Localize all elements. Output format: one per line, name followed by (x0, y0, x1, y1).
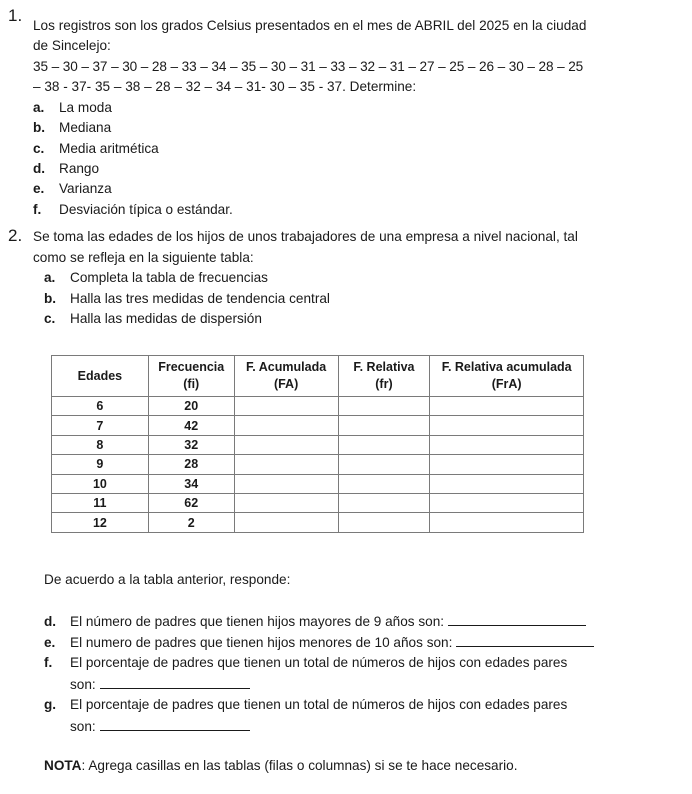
table-row: 10 34 (52, 474, 584, 493)
table-row: 7 42 (52, 416, 584, 435)
question-2-number: 2. (8, 226, 23, 245)
question-1-number: 1. (8, 6, 23, 25)
table-row: 9 28 (52, 455, 584, 474)
q1-item-b: b. Mediana (33, 120, 112, 135)
temperature-data-line-2: – 38 - 37- 35 – 38 – 28 – 32 – 34 – 31- 30 – 35 - 37. Determine: (33, 79, 417, 94)
question-1-line-2: de Sincelejo: (33, 38, 111, 53)
header-frecuencia: Frecuencia (fi) (148, 356, 234, 397)
question-f: f. El porcentaje de padres que tienen un total de números de hijos con edades pares (44, 655, 568, 670)
answer-blank-d[interactable] (448, 613, 586, 626)
q1-item-f: f. Desviación típica o estándar. (33, 202, 233, 217)
table-row: 8 32 (52, 435, 584, 454)
question-1-line-1: Los registros son los grados Celsius presentados en el mes de ABRIL del 2025 en la ciudad (33, 18, 587, 33)
q1-item-a: a. La moda (33, 100, 112, 115)
question-d: d. El número de padres que tienen hijos mayores de 9 años son: (44, 613, 586, 629)
frequency-table (51, 355, 584, 533)
table-row: 6 20 (52, 397, 584, 416)
q1-item-d: d. Rango (33, 161, 100, 176)
q1-item-e: e. Varianza (33, 181, 112, 196)
header-f-relativa-acumulada: F. Relativa acumulada (FrA) (430, 356, 584, 397)
question-g: g. El porcentaje de padres que tienen un total de números de hijos con edades pares (44, 697, 568, 712)
header-edades: Edades (52, 356, 149, 397)
question-f-line-2: son: (70, 676, 250, 692)
header-f-acumulada: F. Acumulada (FA) (234, 356, 338, 397)
answer-blank-f[interactable] (100, 676, 250, 689)
question-g-line-2: son: (70, 718, 250, 734)
answer-blank-e[interactable] (456, 634, 594, 647)
header-f-relativa: F. Relativa (fr) (338, 356, 430, 397)
question-2-line-2: como se refleja en la siguiente tabla: (33, 250, 254, 265)
question-e: e. El numero de padres que tienen hijos menores de 10 años son: (44, 634, 594, 650)
respond-intro: De acuerdo a la tabla anterior, responde: (44, 572, 291, 587)
table-row: 11 62 (52, 493, 584, 512)
q2-item-c: c. Halla las medidas de dispersión (44, 311, 262, 326)
q2-item-a: a. Completa la tabla de frecuencias (44, 270, 268, 285)
q1-item-c: c. Media aritmética (33, 141, 159, 156)
question-2-line-1: Se toma las edades de los hijos de unos trabajadores de una empresa a nivel nacional, tal (33, 229, 578, 244)
q2-item-b: b. Halla las tres medidas de tendencia central (44, 291, 330, 306)
table-row: 12 2 (52, 513, 584, 532)
table-header-row (52, 356, 584, 397)
temperature-data-line-1: 35 – 30 – 37 – 30 – 28 – 33 – 34 – 35 – 30 – 31 – 33 – 32 – 31 – 27 – 25 – 26 – 30 – 28 – 25 (33, 59, 584, 74)
answer-blank-g[interactable] (100, 718, 250, 731)
note: NOTA: Agrega casillas en las tablas (filas o columnas) si se te hace necesario. (44, 758, 518, 773)
